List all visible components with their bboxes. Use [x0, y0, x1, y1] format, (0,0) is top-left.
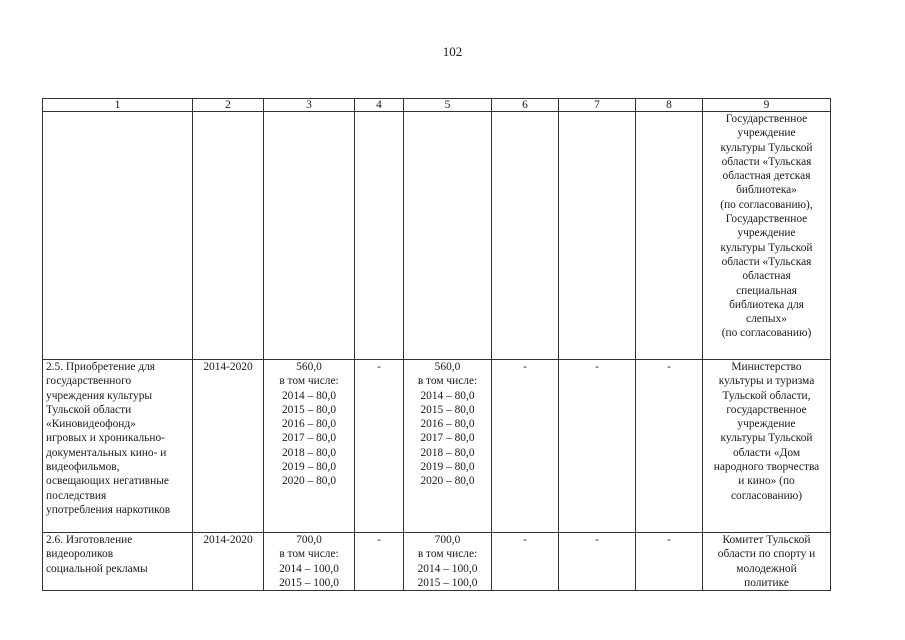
table-row [43, 360, 831, 533]
column-header: 7 [559, 99, 636, 112]
table-cell [193, 112, 264, 360]
table-cell: - [355, 360, 404, 533]
column-header: 4 [355, 99, 404, 112]
table-cell: Государственное учреждение культуры Тульской области «Тульская областная детская библиотека» (по согласованию), Государственное учреждение культуры Тульской области «Тульская областная специальная библиотека для слепых» (по согласованию) [703, 112, 831, 360]
table-cell: - [559, 533, 636, 591]
table-cell [492, 112, 559, 360]
table-cell: 700,0 в том числе: 2014 – 100,0 2015 – 100,0 [404, 533, 492, 591]
table-cell [404, 112, 492, 360]
table-cell: 2014-2020 [193, 533, 264, 591]
table-cell [636, 112, 703, 360]
table-cell [43, 112, 193, 360]
table-cell: - [636, 360, 703, 533]
table-cell: 560,0 в том числе: 2014 – 80,0 2015 – 80,0 2016 – 80,0 2017 – 80,0 2018 – 80,0 2019 – 80,0 2020 – 80,0 [404, 360, 492, 533]
table-cell: - [636, 533, 703, 591]
table-cell: 2.5. Приобретение для государственного учреждения культуры Тульской области «Киновидеофонд» игровых и хроникально- документальных кино- и видеофильмов, освещающих негативные последствия употребления наркотиков [43, 360, 193, 533]
table-cell: Министерство культуры и туризма Тульской области, государственное учреждение культуры Тульской области «Дом народного творчества и кино» (по согласованию) [703, 360, 831, 533]
table-cell: 560,0 в том числе: 2014 – 80,0 2015 – 80,0 2016 – 80,0 2017 – 80,0 2018 – 80,0 2019 – 80,0 2020 – 80,0 [264, 360, 355, 533]
table-row [43, 112, 831, 360]
table-cell: - [355, 533, 404, 591]
table-cell: 2.6. Изготовление видеороликов социальной рекламы [43, 533, 193, 591]
table-cell: 2014-2020 [193, 360, 264, 533]
table-cell: Комитет Тульской области по спорту и молодежной политике [703, 533, 831, 591]
table-cell [559, 112, 636, 360]
page-number: 102 [442, 44, 463, 59]
table-cell: - [492, 533, 559, 591]
table-cell: - [559, 360, 636, 533]
column-header: 5 [404, 99, 492, 112]
table-cell [264, 112, 355, 360]
header-row [43, 99, 831, 112]
column-header: 6 [492, 99, 559, 112]
column-header: 3 [264, 99, 355, 112]
column-header: 1 [43, 99, 193, 112]
column-header: 2 [193, 99, 264, 112]
table-cell: - [492, 360, 559, 533]
table-row [43, 533, 831, 591]
program-table [42, 98, 831, 591]
column-header: 8 [636, 99, 703, 112]
table-cell: 700,0 в том числе: 2014 – 100,0 2015 – 100,0 [264, 533, 355, 591]
table-cell [355, 112, 404, 360]
column-header: 9 [703, 99, 831, 112]
